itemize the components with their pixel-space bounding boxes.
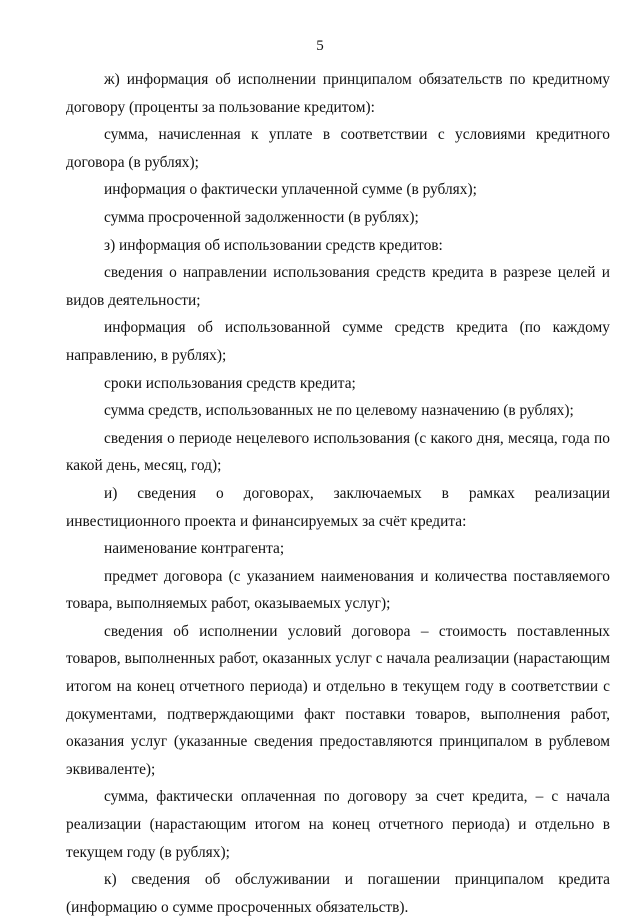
- paragraph: з) информация об использовании средств кредитов:: [104, 236, 443, 254]
- paragraph: к) сведения об обслуживании и погашении принципалом кредита (информацию о сумме просроченных обязательств).: [66, 871, 610, 916]
- page-number: 5: [316, 38, 324, 54]
- paragraph: сумма средств, использованных не по целевому назначению (в рублях);: [104, 402, 574, 420]
- paragraph: сроки использования средств кредита;: [104, 374, 356, 392]
- paragraph: сведения о направлении использования средств кредита в разрезе целей и видов деятельности;: [66, 264, 610, 309]
- paragraph: сумма просроченной задолженности (в рублях);: [104, 208, 419, 226]
- paragraph: информация об использованной сумме средств кредита (по каждому направлению, в рублях);: [66, 319, 610, 364]
- paragraph: ж) информация об исполнении принципалом обязательств по кредитному договору (проценты за пользование кредитом):: [66, 71, 610, 116]
- paragraph: предмет договора (с указанием наименования и количества поставляемого товара, выполняемых работ, оказываемых услуг);: [66, 567, 610, 613]
- paragraph: сведения об исполнении условий договора – стоимость поставленных товаров, выполненных работ, оказанных услуг с начала реализации (нарастающим итогом на конец отчетного периода) и отдельно в текущем году в соответствии с документами, подтверждающими факт поставки товаров, выполнения работ, оказания услуг (указанные сведения предоставляются принципалом в рублевом эквиваленте);: [66, 622, 610, 778]
- paragraph: сумма, фактически оплаченная по договору за счет кредита, – с начала реализации (нарастающим итогом на конец отчетного периода) и отдельно в текущем году (в рублях);: [66, 788, 610, 861]
- paragraph: и) сведения о договорах, заключаемых в рамках реализации инвестиционного проекта и финансируемых за счёт кредита:: [66, 484, 610, 530]
- paragraph: сведения о периоде нецелевого использования (с какого дня, месяца, года по какой день, месяц, год);: [66, 429, 610, 475]
- paragraph: сумма, начисленная к уплате в соответствии с условиями кредитного договора (в рублях);: [66, 126, 610, 171]
- paragraph: информация о фактически уплаченной сумме (в рублях);: [104, 181, 477, 199]
- paragraph: наименование контрагента;: [104, 540, 285, 558]
- document-body: [66, 66, 610, 921]
